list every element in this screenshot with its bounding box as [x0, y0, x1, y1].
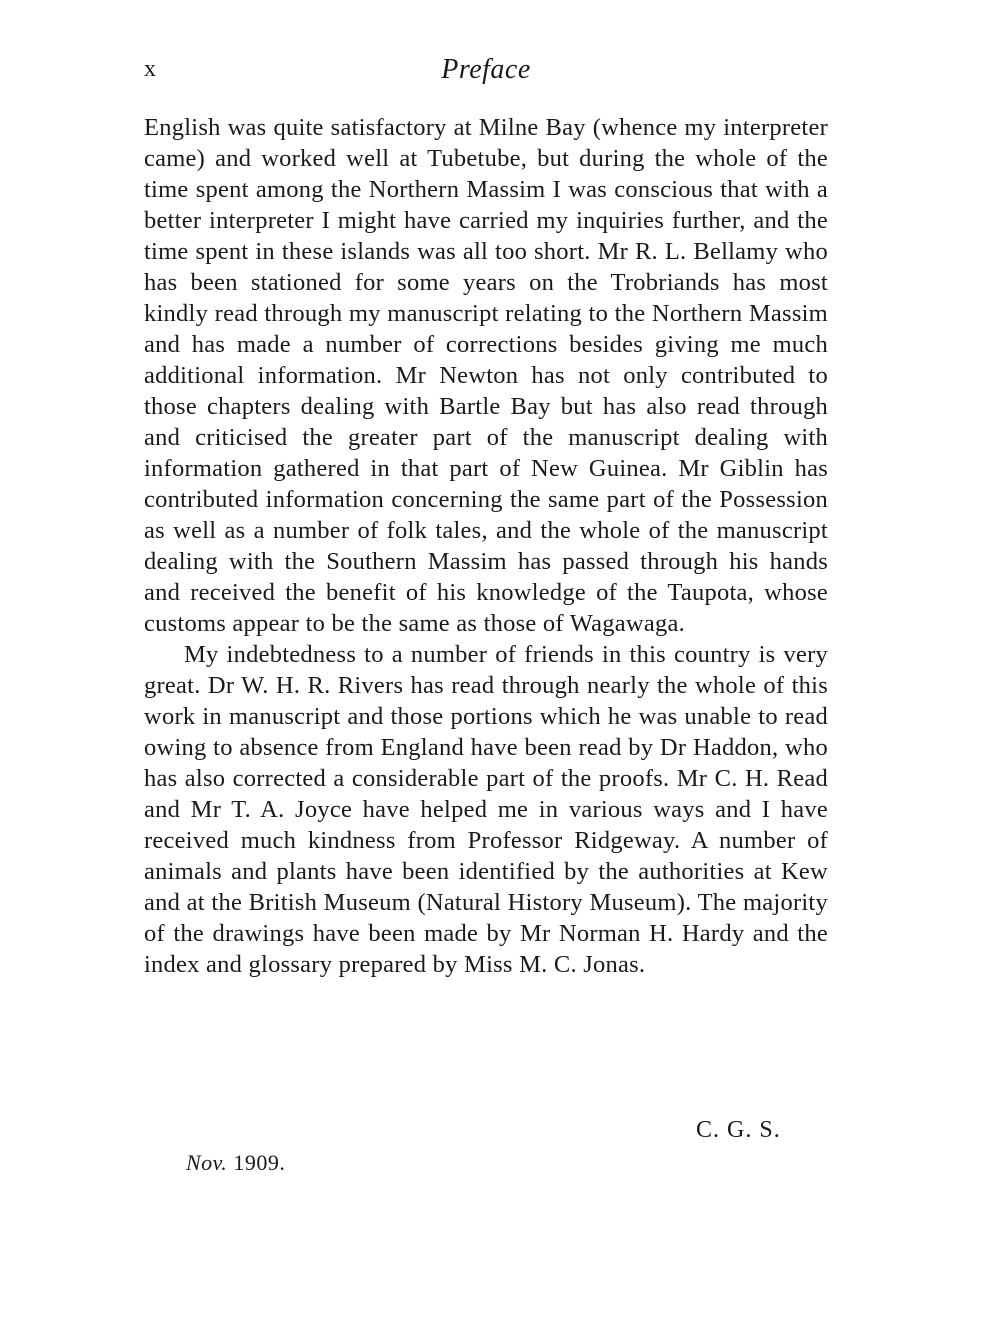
- preface-body: [144, 112, 828, 980]
- page-header: [144, 56, 828, 96]
- paragraph-1: English was quite satisfactory at Milne Bay (whence my interpreter came) and worked well at Tubetube, but during the whole of the time spent among the Northern Massim I was conscious that with a better interpreter I might have carried my inquiries further, and the time spent in these islands was all too short. Mr R. L. Bellamy who has been stationed for some years on the Trobriands has most kindly read through my manuscript relating to the Northern Massim and has made a number of corrections besides giving me much additional information. Mr Newton has not only contributed to those chapters dealing with Bartle Bay but has also read through and criticised the greater part of the manuscript dealing with information gathered in that part of New Guinea. Mr Giblin has contributed information concerning the same part of the Possession as well as a number of folk tales, and the whole of the manuscript dealing with the Southern Massim has passed through his hands and received the benefit of his knowledge of the Taupota, whose customs appear to be the same as those of Wagawaga.: [144, 114, 828, 637]
- page-number: x: [144, 56, 157, 82]
- dateline: [186, 1150, 285, 1176]
- author-initials: C. G. S.: [696, 1117, 781, 1143]
- paragraph-2: My indebtedness to a number of friends in this country is very great. Dr W. H. R. Rivers has read through nearly the whole of this work in manuscript and those portions which he was unable to read owing to absence from England have been read by Dr Haddon, who has also corrected a considerable part of the proofs. Mr C. H. Read and Mr T. A. Joyce have helped me in various ways and I have received much kindness from Professor Ridgeway. A number of animals and plants have been identified by the authorities at Kew and at the British Museum (Natural History Museum). The majority of the drawings have been made by Mr Norman H. Hardy and the index and glossary prepared by Miss M. C. Jonas.: [144, 641, 828, 978]
- running-title: Preface: [441, 54, 531, 85]
- date-year: 1909.: [233, 1150, 286, 1175]
- date-month: Nov.: [186, 1150, 228, 1175]
